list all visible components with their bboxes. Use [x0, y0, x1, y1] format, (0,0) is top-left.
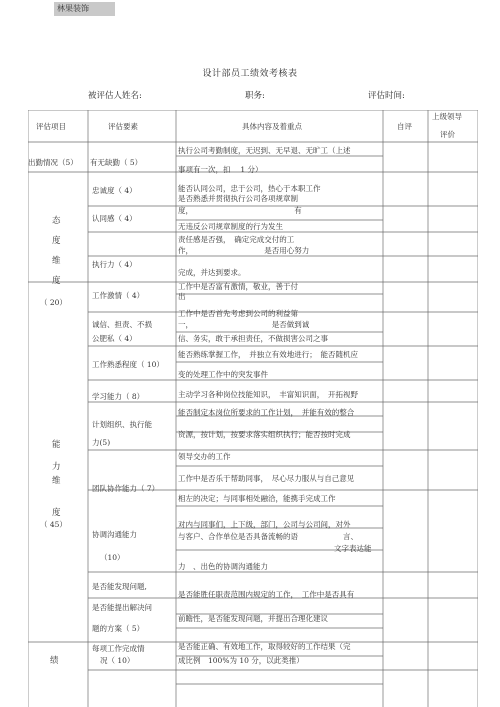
- element-problem-line1: 是否能发现问题,: [92, 582, 147, 591]
- category-ability-char-2: 力: [52, 462, 61, 472]
- element-communication-line2: （10）: [100, 553, 125, 562]
- category-ability-score: （ 45）: [40, 520, 67, 529]
- element-passion: 工作激情（ 4）: [92, 291, 145, 300]
- evaluatee-name-label: 被评估人姓名:: [88, 91, 142, 101]
- col-header-content: 具体内容及着重点: [242, 122, 302, 131]
- element-problem-line2: 是否能提出解决问: [92, 603, 152, 612]
- col-header-leader-eval: 评价: [440, 130, 455, 139]
- category-attitude-char-2: 度: [52, 236, 61, 246]
- content-line-2: 事项有一次，扣 1 分）: [178, 165, 263, 174]
- category-attitude-char-3: 维: [52, 256, 61, 266]
- content-line-24: 与客户、合作单位是否具备流畅的语 言、: [178, 532, 358, 541]
- content-line-15: 能否熟练掌握工作， 并独立有效地进行； 能否随机应: [178, 350, 358, 359]
- content-line-20: 领导交办的工作: [178, 452, 231, 461]
- category-ability-char-3: 维: [52, 476, 61, 486]
- element-problem-line3: 题的方案（ 5）: [92, 624, 145, 633]
- content-line-10: 工作中是否富有激情，敬业，善于付: [178, 282, 298, 291]
- category-ability-char-4: 度: [52, 508, 61, 518]
- content-line-12: 工作中是否首先考虑到公司的利益第: [178, 309, 298, 318]
- form-title: 设计部员工绩效考核表: [202, 69, 298, 79]
- content-line-29: 是否能正确、有效地工作，取得较好的工作结果（完: [178, 642, 351, 651]
- content-line-18: 能否制定本岗位所要求的工作计划， 并能有效的整合: [178, 408, 355, 417]
- content-line-17: 主动学习各种岗位技能知识， 丰富知识面， 开拓视野: [178, 390, 358, 399]
- content-line-27: 是否能胜任职责范围内规定的工作， 工作中是否具有: [178, 590, 355, 599]
- col-header-leader: 上级领导: [432, 112, 462, 121]
- content-line-23: 对内与同事们，上下级，部门，公司与公司间，对外: [178, 520, 351, 529]
- content-line-11: 出: [178, 292, 186, 301]
- evaluation-table: [28, 110, 478, 707]
- category-attitude-score: （ 20）: [40, 298, 67, 307]
- element-no-absence: 有无缺勤（ 5）: [90, 158, 143, 167]
- element-recognition: 认同感（ 4）: [92, 214, 137, 223]
- content-line-16: 变的处理工作中的突发事件: [178, 370, 268, 379]
- content-line-1: 执行公司考勤制度，无迟到、无早退、无旷工（上述: [178, 146, 351, 155]
- category-performance: 绩: [50, 656, 59, 666]
- col-header-item: 评估项目: [36, 122, 66, 131]
- content-line-13: 一， 是否做到诚: [178, 320, 310, 329]
- content-line-28: 前瞻性，是否能发现问题，并提出合理化建议: [178, 614, 328, 623]
- category-ability-char-1: 能: [52, 440, 61, 450]
- element-completion-line2: 况（ 10）: [100, 656, 135, 665]
- content-line-25: 文字表达能: [334, 544, 372, 553]
- category-attitude-char-1: 态: [52, 216, 61, 226]
- element-planning-line1: 计划组织、执行能: [92, 420, 152, 429]
- element-integrity-line1: 诚信、担责、不损: [92, 320, 152, 329]
- content-line-22: 相左的决定；与同事相处融洽，能携手完成工作: [178, 494, 336, 503]
- element-integrity-line2: 公肥私（ 4）: [92, 334, 137, 343]
- col-header-self: 自评: [397, 122, 412, 131]
- element-proficiency: 工作熟悉程度（ 10）: [92, 360, 164, 369]
- content-line-8: 作， 是否用心努力: [178, 246, 310, 255]
- content-line-21: 工作中是否乐于帮助同事， 尽心尽力服从与自己意见: [178, 474, 355, 483]
- element-loyalty: 忠诚度（ 4）: [92, 186, 137, 195]
- category-attitude-char-4: 度: [52, 276, 61, 286]
- content-line-7: 责任感是否强， 确定完成交付的工: [178, 235, 295, 244]
- content-line-3: 能否认同公司，忠于公司，热心于本职工作: [178, 184, 321, 193]
- category-attendance: 出勤情况（5）: [28, 158, 78, 167]
- position-label: 职务:: [245, 91, 265, 101]
- content-line-19: 资源，按计划，按要求落实组织执行；能否按时完成: [178, 430, 351, 439]
- content-line-26: 力 、出色的协调沟通能力: [178, 562, 268, 571]
- evaluation-date-label: 评估时间:: [368, 91, 405, 101]
- content-line-30: 成比例 100%为 10 分，以此类推）: [178, 656, 304, 665]
- content-line-5: 度， 有: [178, 206, 302, 215]
- company-brand-label: 林果装饰: [54, 2, 115, 16]
- element-execution: 执行力（ 4）: [92, 260, 137, 269]
- element-learning: 学习能力（ 8）: [92, 392, 145, 401]
- element-teamwork: 团队协作能力（ 7）: [92, 484, 160, 493]
- element-communication-line1: 协调沟通能力: [92, 530, 137, 539]
- content-line-4: 是否熟悉并贯彻执行公司各项规章制: [178, 194, 298, 203]
- element-planning-line2: 力(5): [92, 438, 111, 447]
- element-completion-line1: 每项工作完成情: [92, 644, 145, 653]
- content-line-14: 信、务实，敢于承担责任，不做损害公司之事: [178, 334, 328, 343]
- content-line-6: 无违反公司规章制度的行为发生: [178, 222, 283, 231]
- content-line-9: 完成，并达到要求。: [178, 268, 246, 277]
- col-header-element: 评估要素: [108, 122, 138, 131]
